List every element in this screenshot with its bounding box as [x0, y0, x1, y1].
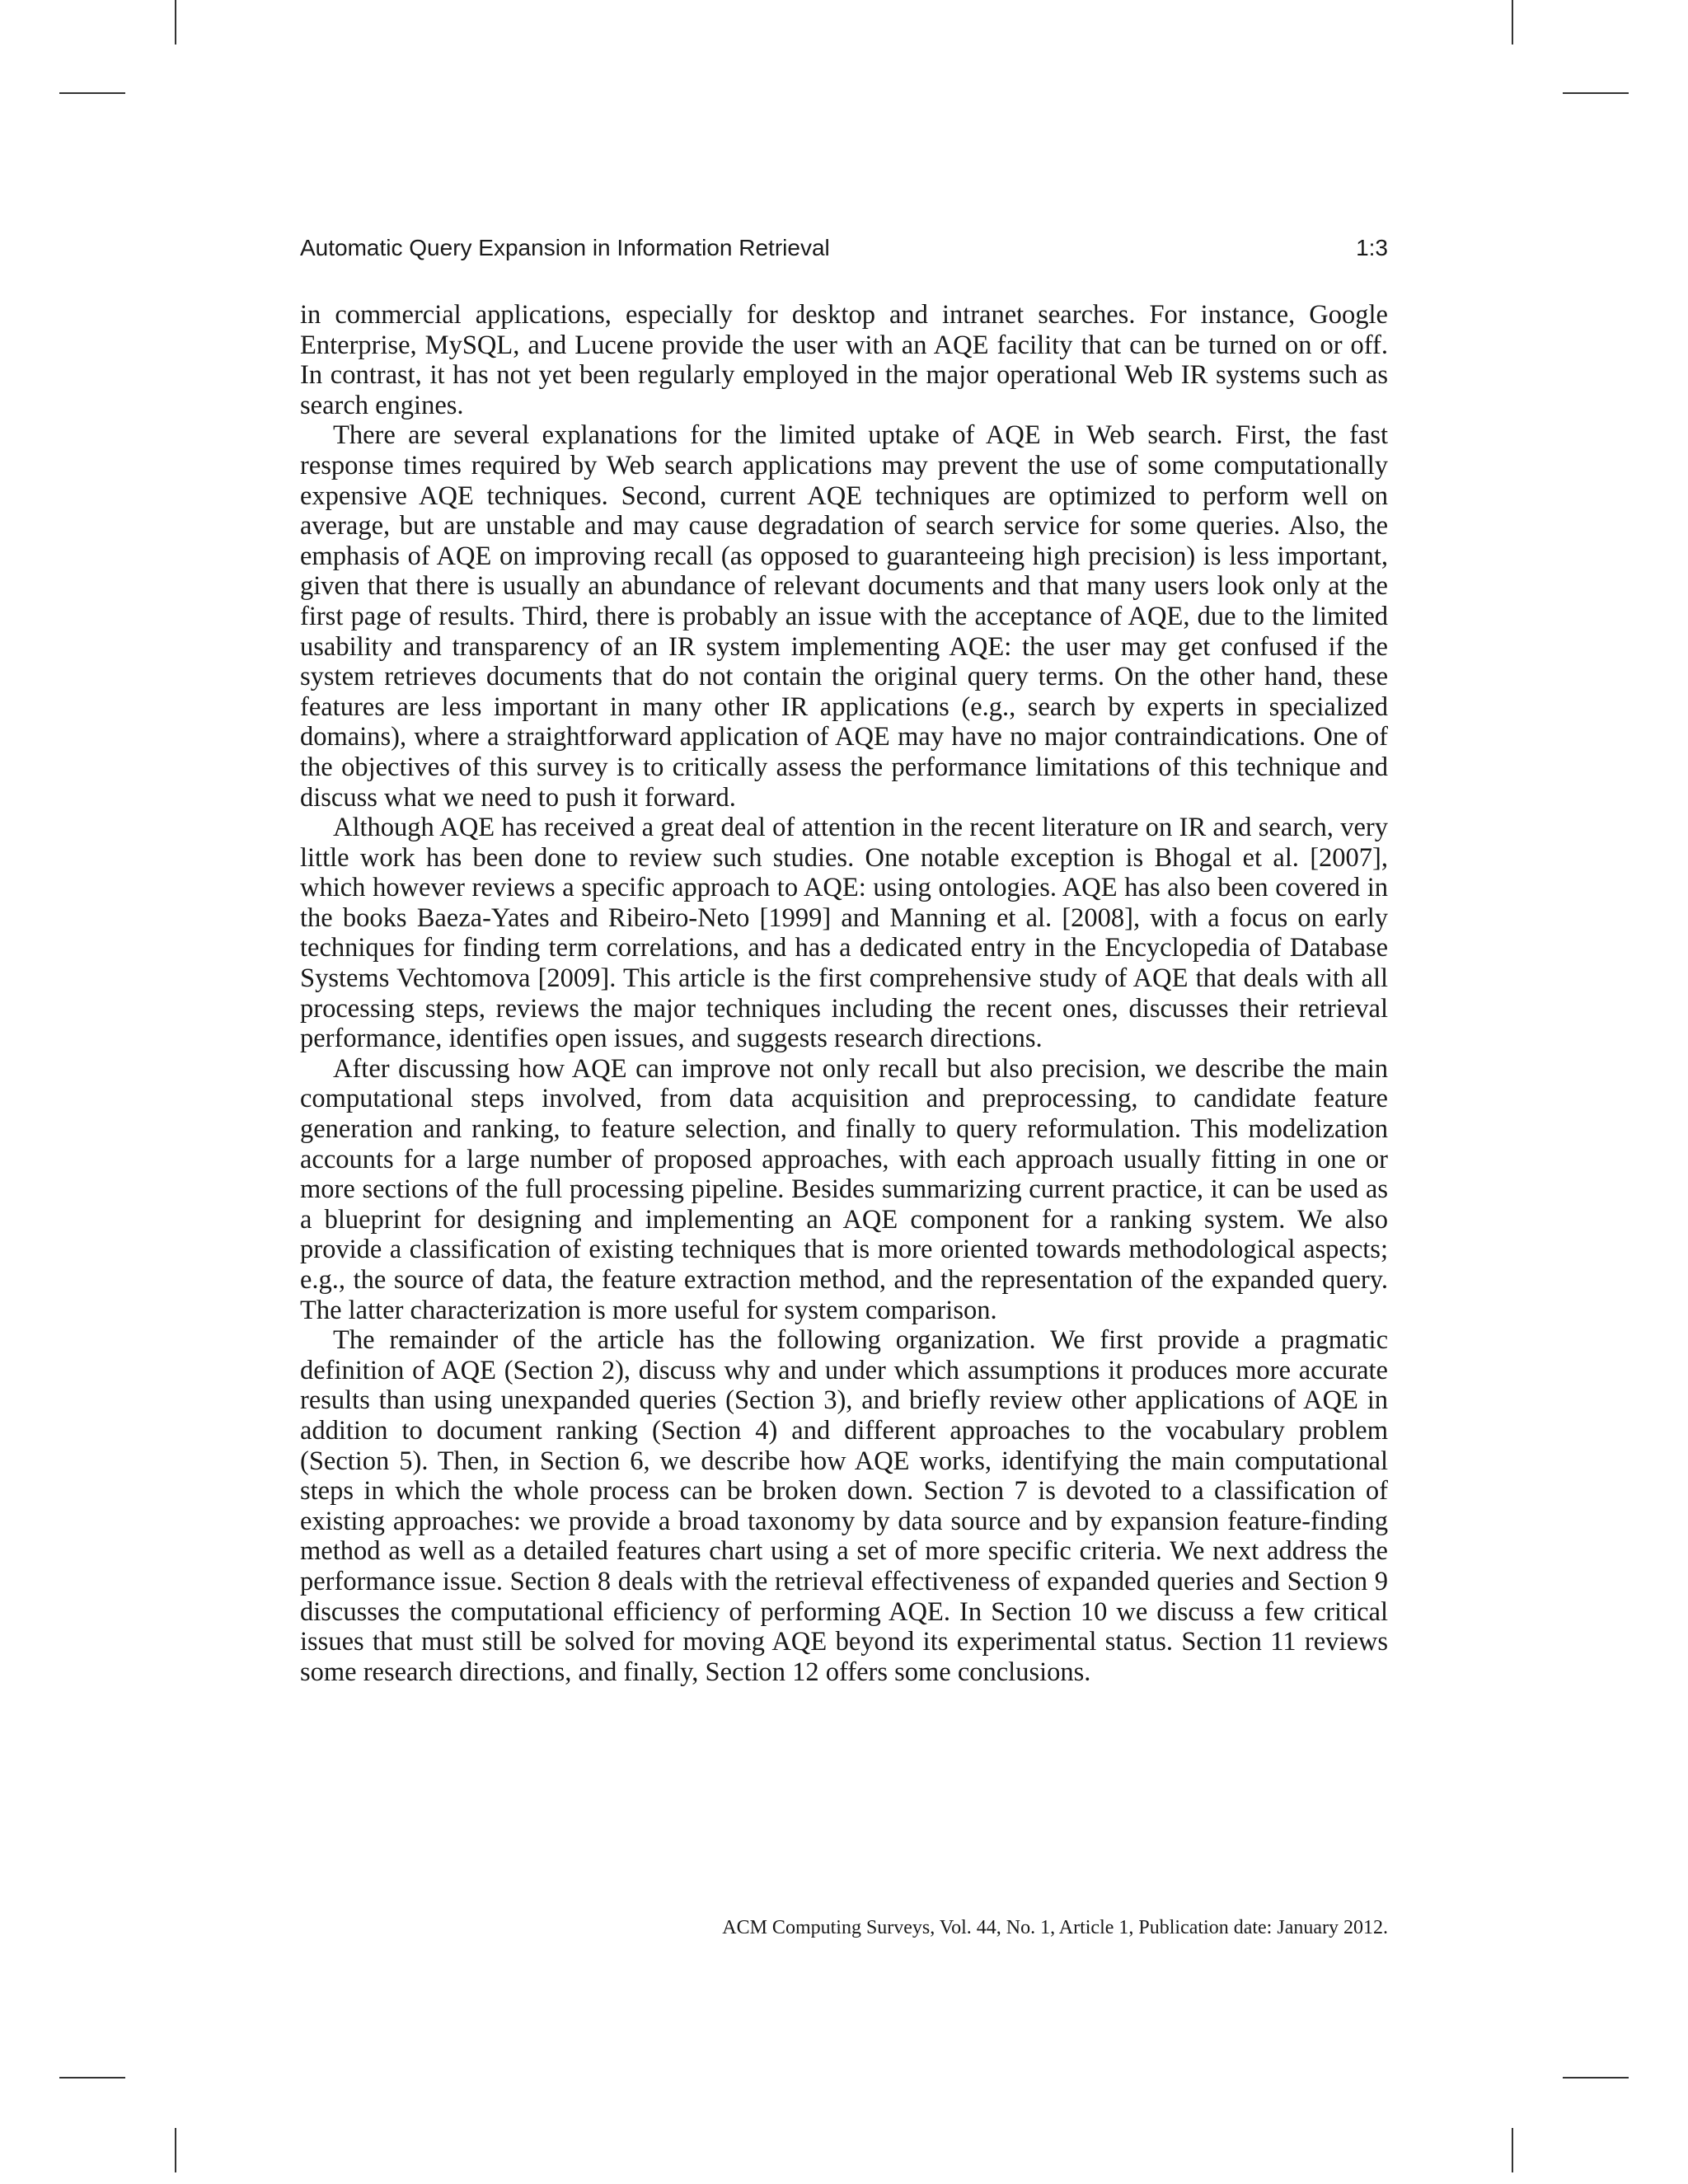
- paragraph: There are several explanations for the limited uptake of AQE in Web search. First, the fast response times required by Web search applications may prevent the use of some computationally expensive AQE techniques. Second, current AQE techniques are optimized to perform well on average, but are unstable and may cause degradation of search service for some queries. Also, the emphasis of AQE on improving recall (as opposed to guaranteeing high precision) is less important, given that there is usually an abundance of relevant documents and that many users look only at the first page of results. Third, there is probably an issue with the acceptance of AQE, due to the limited usability and transparency of an IR system implementing AQE: the user may get confused if the system retrieves documents that do not contain the original query terms. On the other hand, these features are less important in many other IR applications (e.g., search by experts in specialized domains), where a straightforward application of AQE may have no major contraindications. One of the objectives of this survey is to critically assess the performance limitations of this technique and discuss what we need to push it forward.: [300, 420, 1388, 813]
- crop-mark: [59, 92, 125, 94]
- running-title: Automatic Query Expansion in Information Retrieval: [300, 235, 830, 260]
- crop-mark: [59, 2077, 125, 2079]
- crop-mark: [1563, 92, 1629, 94]
- running-head: [300, 234, 1388, 262]
- journal-citation: ACM Computing Surveys, Vol. 44, No. 1, Article 1, Publication date: January 2012.: [722, 1917, 1388, 1938]
- paragraph: After discussing how AQE can improve not only recall but also precision, we describe the main computational steps involved, from data acquisition and preprocessing, to candidate feature generation and ranking, to feature selection, and finally to query reformulation. This modelization accounts for a large number of proposed approaches, with each approach usually fitting in one or more sections of the full processing pipeline. Besides summarizing current practice, it can be used as a blueprint for designing and implementing an AQE component for a ranking system. We also provide a classification of existing techniques that is more oriented towards methodological aspects; e.g., the source of data, the feature extraction method, and the representation of the expanded query. The latter characterization is more useful for system comparison.: [300, 1053, 1388, 1325]
- page-number: 1:3: [1356, 235, 1388, 260]
- paragraph: Although AQE has received a great deal of attention in the recent literature on IR and search, very little work has been done to review such studies. One notable exception is Bhogal et al. [2007], which however reviews a specific approach to AQE: using ontologies. AQE has also been covered in the books Baeza-Yates and Ribeiro-Neto [1999] and Manning et al. [2008], with a focus on early techniques for finding term correlations, and has a dedicated entry in the Encyclopedia of Database Systems Vechtomova [2009]. This article is the first comprehensive study of AQE that deals with all processing steps, reviews the major techniques including the recent ones, discusses their retrieval performance, identifies open issues, and suggests research directions.: [300, 813, 1388, 1054]
- crop-mark: [1563, 2077, 1629, 2079]
- crop-mark: [1512, 2128, 1513, 2172]
- crop-mark: [175, 0, 176, 45]
- paragraph: The remainder of the article has the following organization. We first provide a pragmatic definition of AQE (Section 2), discuss why and under which assumptions it produces more accurate results than using unexpanded queries (Section 3), and briefly review other applications of AQE in addition to document ranking (Section 4) and different approaches to the vocabulary problem (Section 5). Then, in Section 6, we describe how AQE works, identifying the main computational steps in which the whole process can be broken down. Section 7 is devoted to a classification of existing approaches: we provide a broad taxonomy by data source and by expansion feature-finding method as well as a detailed features chart using a set of more specific criteria. We next address the performance issue. Section 8 deals with the retrieval effectiveness of expanded queries and Section 9 discusses the computational efficiency of performing AQE. In Section 10 we discuss a few critical issues that must still be solved for moving AQE beyond its experimental status. Section 11 reviews some research directions, and finally, Section 12 offers some conclusions.: [300, 1325, 1388, 1687]
- paragraph: in commercial applications, especially for desktop and intranet searches. For instance, Google Enterprise, MySQL, and Lucene provide the user with an AQE facility that can be turned on or off. In contrast, it has not yet been regularly employed in the major operational Web IR systems such as search engines.: [300, 300, 1388, 420]
- crop-mark: [1512, 0, 1513, 45]
- body-text: [300, 300, 1388, 1687]
- crop-mark: [175, 2128, 176, 2172]
